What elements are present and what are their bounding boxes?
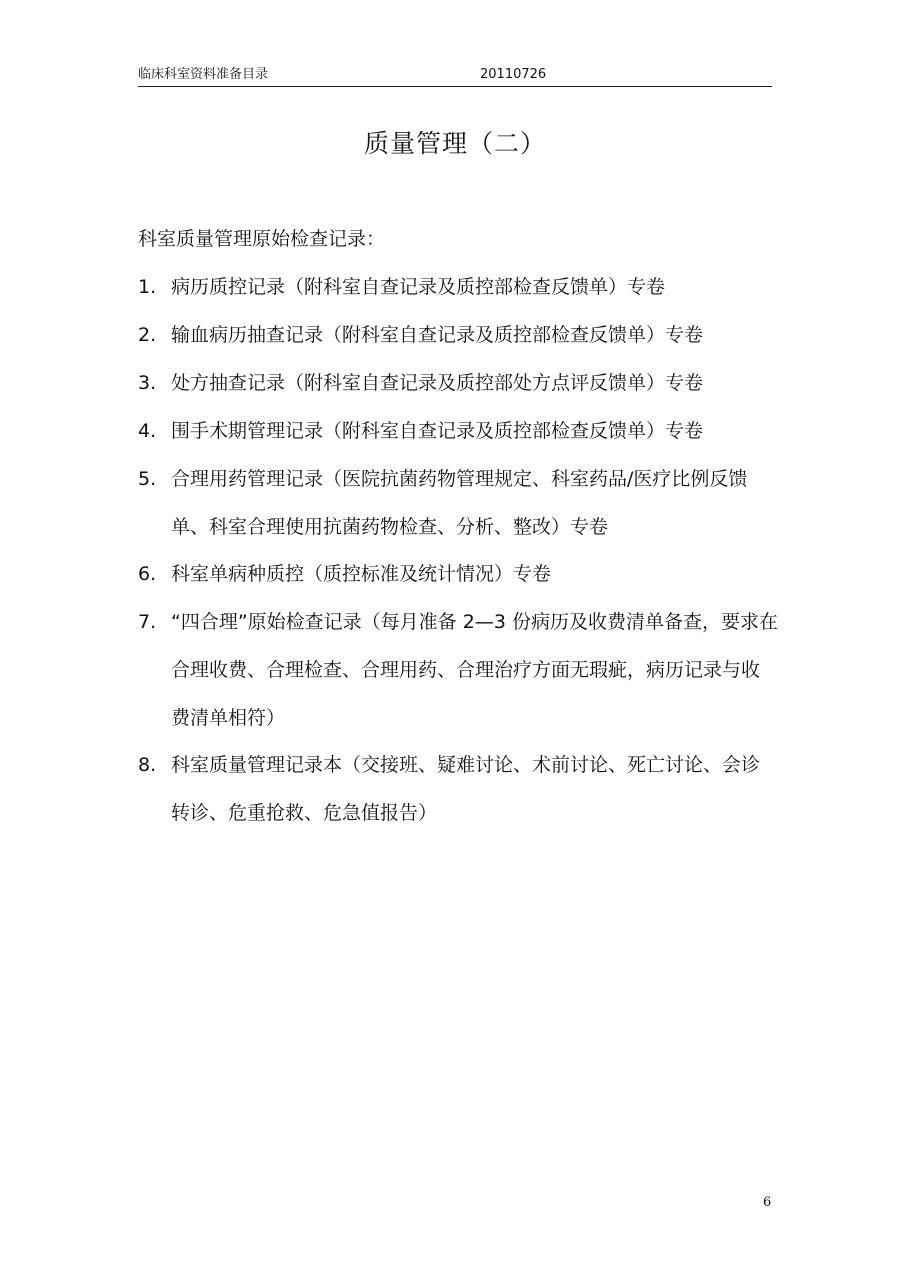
list-item-1 — [138, 263, 778, 311]
list-item-7 — [138, 598, 778, 742]
list-item-text: 合理用药管理记录（医院抗菌药物管理规定、科室药品/医疗比例反馈单、科室合理使用抗菌药物检查、分析、整改）专卷 — [171, 468, 748, 538]
header-document-title: 临床科室资料准备目录 — [138, 67, 269, 82]
list-item-5 — [138, 455, 778, 551]
list-item-number: 7. — [138, 611, 157, 633]
list-item-number: 8. — [138, 754, 157, 776]
page-header — [138, 66, 772, 87]
list-item-number: 4. — [138, 420, 157, 442]
intro-text: 科室质量管理原始检查记录： — [138, 228, 386, 250]
list-item-text: 科室单病种质控（质控标准及统计情况）专卷 — [171, 563, 552, 585]
list-item-text: 围手术期管理记录（附科室自查记录及质控部检查反馈单）专卷 — [171, 420, 704, 442]
list-item-number: 2. — [138, 324, 157, 346]
list-item-text: 输血病历抽查记录（附科室自查记录及质控部检查反馈单）专卷 — [171, 324, 704, 346]
list-item-number: 6. — [138, 563, 157, 585]
list-item-text: 科室质量管理记录本（交接班、疑难讨论、术前讨论、死亡讨论、会诊转诊、危重抢救、危急值报告） — [171, 754, 761, 824]
list-item-number: 5. — [138, 468, 157, 490]
list-item-3 — [138, 359, 778, 407]
list-item-text: 病历质控记录（附科室自查记录及质控部检查反馈单）专卷 — [171, 276, 666, 298]
header-date: 20110726 — [480, 67, 547, 82]
list-item-8 — [138, 741, 778, 837]
list-item-6 — [138, 550, 778, 598]
list-item-number: 3. — [138, 372, 157, 394]
page-title: 质量管理（二） — [363, 129, 546, 158]
list-item-number: 1. — [138, 276, 157, 298]
list-item-4 — [138, 407, 778, 455]
list-item-text: 处方抽查记录（附科室自查记录及质控部处方点评反馈单）专卷 — [171, 372, 704, 394]
list-item-2 — [138, 311, 778, 359]
list-item-text: “四合理”原始检查记录（每月准备 2—3 份病历及收费清单备查，要求在合理收费、合理检查、合理用药、合理治疗方面无瑕疵，病历记录与收费清单相符） — [171, 611, 778, 729]
page-number: 6 — [763, 1195, 772, 1210]
